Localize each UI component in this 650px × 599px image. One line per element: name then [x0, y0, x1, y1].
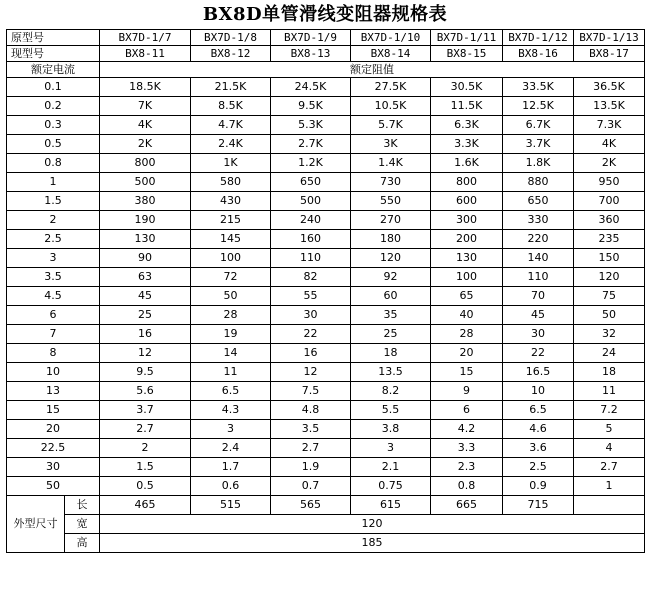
page-title: BX8D单管滑线变阻器规格表 [202, 4, 448, 25]
length-cell: 515 [191, 496, 271, 515]
original-model-cell: BX7D-1/12 [503, 30, 574, 46]
resistance-cell: 2.4K [191, 135, 271, 154]
resistance-cell: 3.8 [351, 420, 431, 439]
resistance-cell: 6.3K [431, 116, 503, 135]
resistance-cell: 60 [351, 287, 431, 306]
height-label: 高 [65, 534, 100, 553]
resistance-cell: 4.2 [431, 420, 503, 439]
resistance-cell: 30 [271, 306, 351, 325]
resistance-row [7, 401, 645, 420]
resistance-cell: 14 [191, 344, 271, 363]
resistance-row [7, 458, 645, 477]
resistance-cell: 22 [503, 344, 574, 363]
resistance-row [7, 344, 645, 363]
resistance-cell: 15 [431, 363, 503, 382]
resistance-cell: 6 [431, 401, 503, 420]
dimension-length-row [7, 496, 645, 515]
current-model-cell: BX8-15 [431, 46, 503, 62]
resistance-cell: 7.2 [574, 401, 645, 420]
resistance-cell: 27.5K [351, 78, 431, 97]
resistance-row [7, 439, 645, 458]
resistance-row [7, 78, 645, 97]
resistance-cell: 9.5K [271, 97, 351, 116]
resistance-cell: 24 [574, 344, 645, 363]
resistance-cell: 55 [271, 287, 351, 306]
resistance-cell: 2K [574, 154, 645, 173]
resistance-cell: 100 [191, 249, 271, 268]
original-model-cell: BX7D-1/8 [191, 30, 271, 46]
resistance-cell: 800 [100, 154, 191, 173]
resistance-cell: 12 [271, 363, 351, 382]
resistance-cell: 30 [503, 325, 574, 344]
rated-current-cell: 3.5 [7, 268, 100, 287]
resistance-cell: 9 [431, 382, 503, 401]
original-model-cell: BX7D-1/11 [431, 30, 503, 46]
original-model-label: 原型号 [7, 30, 100, 46]
resistance-cell: 16 [100, 325, 191, 344]
resistance-cell: 3.3 [431, 439, 503, 458]
resistance-cell: 8.5K [191, 97, 271, 116]
resistance-cell: 35 [351, 306, 431, 325]
rated-current-cell: 8 [7, 344, 100, 363]
rated-current-cell: 13 [7, 382, 100, 401]
resistance-cell: 7K [100, 97, 191, 116]
resistance-cell: 18 [351, 344, 431, 363]
resistance-cell: 2K [100, 135, 191, 154]
resistance-cell: 8.2 [351, 382, 431, 401]
resistance-row [7, 173, 645, 192]
dimension-label: 外型尺寸 [7, 496, 65, 553]
resistance-cell: 21.5K [191, 78, 271, 97]
resistance-cell: 19 [191, 325, 271, 344]
resistance-row [7, 420, 645, 439]
rated-current-cell: 0.1 [7, 78, 100, 97]
resistance-cell: 500 [271, 192, 351, 211]
resistance-row [7, 211, 645, 230]
resistance-cell: 70 [503, 287, 574, 306]
resistance-cell: 7.5 [271, 382, 351, 401]
length-cell: 465 [100, 496, 191, 515]
resistance-cell: 300 [431, 211, 503, 230]
height-value: 185 [100, 534, 645, 553]
original-model-cell: BX7D-1/10 [351, 30, 431, 46]
current-model-row [7, 46, 645, 62]
resistance-cell: 1 [574, 477, 645, 496]
rated-current-label: 额定电流 [7, 62, 100, 78]
resistance-cell: 10 [503, 382, 574, 401]
resistance-cell: 4K [100, 116, 191, 135]
resistance-cell: 7.3K [574, 116, 645, 135]
resistance-cell: 22 [271, 325, 351, 344]
spec-table-body [7, 30, 645, 496]
resistance-cell: 500 [100, 173, 191, 192]
rated-current-cell: 2.5 [7, 230, 100, 249]
resistance-cell: 1K [191, 154, 271, 173]
resistance-cell: 9.5 [100, 363, 191, 382]
resistance-cell: 3.5 [271, 420, 351, 439]
resistance-cell: 700 [574, 192, 645, 211]
resistance-cell: 25 [351, 325, 431, 344]
current-model-cell: BX8-11 [100, 46, 191, 62]
resistance-cell: 0.6 [191, 477, 271, 496]
resistance-cell: 11 [191, 363, 271, 382]
resistance-cell: 3.7K [503, 135, 574, 154]
resistance-cell: 18 [574, 363, 645, 382]
length-cell: 615 [351, 496, 431, 515]
resistance-cell: 3.6 [503, 439, 574, 458]
resistance-cell: 2.5 [503, 458, 574, 477]
resistance-cell: 2 [100, 439, 191, 458]
length-cell: 565 [271, 496, 351, 515]
resistance-cell: 1.6K [431, 154, 503, 173]
resistance-cell: 580 [191, 173, 271, 192]
resistance-cell: 130 [100, 230, 191, 249]
resistance-cell: 72 [191, 268, 271, 287]
resistance-cell: 12 [100, 344, 191, 363]
resistance-cell: 200 [431, 230, 503, 249]
current-model-cell: BX8-13 [271, 46, 351, 62]
resistance-cell: 730 [351, 173, 431, 192]
spec-table [6, 29, 645, 553]
rated-current-cell: 4.5 [7, 287, 100, 306]
resistance-cell: 950 [574, 173, 645, 192]
resistance-cell: 75 [574, 287, 645, 306]
dimension-height-row [7, 534, 645, 553]
resistance-cell: 45 [503, 306, 574, 325]
resistance-cell: 120 [574, 268, 645, 287]
resistance-cell: 63 [100, 268, 191, 287]
resistance-cell: 140 [503, 249, 574, 268]
rated-current-cell: 1.5 [7, 192, 100, 211]
resistance-cell: 12.5K [503, 97, 574, 116]
resistance-row [7, 97, 645, 116]
current-model-cell: BX8-16 [503, 46, 574, 62]
resistance-cell: 4.8 [271, 401, 351, 420]
resistance-cell: 330 [503, 211, 574, 230]
length-cell [574, 496, 645, 515]
current-model-cell: BX8-17 [574, 46, 645, 62]
resistance-cell: 2.7 [271, 439, 351, 458]
rated-current-cell: 6 [7, 306, 100, 325]
resistance-cell: 0.7 [271, 477, 351, 496]
resistance-cell: 18.5K [100, 78, 191, 97]
resistance-cell: 13.5 [351, 363, 431, 382]
resistance-cell: 25 [100, 306, 191, 325]
resistance-cell: 1.2K [271, 154, 351, 173]
resistance-cell: 2.1 [351, 458, 431, 477]
resistance-cell: 650 [271, 173, 351, 192]
resistance-cell: 36.5K [574, 78, 645, 97]
resistance-cell: 5.6 [100, 382, 191, 401]
resistance-cell: 240 [271, 211, 351, 230]
resistance-cell: 6.5 [503, 401, 574, 420]
rated-current-cell: 22.5 [7, 439, 100, 458]
resistance-cell: 1.7 [191, 458, 271, 477]
resistance-cell: 1.9 [271, 458, 351, 477]
resistance-cell: 6.7K [503, 116, 574, 135]
resistance-cell: 100 [431, 268, 503, 287]
resistance-cell: 92 [351, 268, 431, 287]
resistance-cell: 130 [431, 249, 503, 268]
resistance-cell: 110 [271, 249, 351, 268]
resistance-cell: 5.3K [271, 116, 351, 135]
rated-current-cell: 50 [7, 477, 100, 496]
resistance-cell: 13.5K [574, 97, 645, 116]
resistance-cell: 190 [100, 211, 191, 230]
resistance-cell: 145 [191, 230, 271, 249]
resistance-cell: 2.7 [100, 420, 191, 439]
resistance-row [7, 306, 645, 325]
resistance-cell: 1.8K [503, 154, 574, 173]
resistance-cell: 33.5K [503, 78, 574, 97]
original-model-cell: BX7D-1/13 [574, 30, 645, 46]
resistance-cell: 28 [431, 325, 503, 344]
resistance-cell: 45 [100, 287, 191, 306]
resistance-cell: 24.5K [271, 78, 351, 97]
resistance-cell: 20 [431, 344, 503, 363]
resistance-row [7, 116, 645, 135]
rated-current-cell: 7 [7, 325, 100, 344]
resistance-cell: 4.7K [191, 116, 271, 135]
rated-current-cell: 10 [7, 363, 100, 382]
resistance-cell: 180 [351, 230, 431, 249]
resistance-row [7, 268, 645, 287]
resistance-cell: 1.4K [351, 154, 431, 173]
rated-current-cell: 3 [7, 249, 100, 268]
resistance-row [7, 477, 645, 496]
rated-current-cell: 30 [7, 458, 100, 477]
resistance-cell: 110 [503, 268, 574, 287]
rated-current-cell: 2 [7, 211, 100, 230]
resistance-cell: 0.8 [431, 477, 503, 496]
resistance-cell: 0.75 [351, 477, 431, 496]
resistance-cell: 650 [503, 192, 574, 211]
current-model-label: 现型号 [7, 46, 100, 62]
resistance-cell: 28 [191, 306, 271, 325]
resistance-cell: 160 [271, 230, 351, 249]
original-model-row [7, 30, 645, 46]
resistance-row [7, 287, 645, 306]
rated-resistance-label: 额定阻值 [100, 62, 645, 78]
resistance-cell: 220 [503, 230, 574, 249]
resistance-cell: 215 [191, 211, 271, 230]
resistance-cell: 120 [351, 249, 431, 268]
resistance-cell: 2.4 [191, 439, 271, 458]
resistance-cell: 32 [574, 325, 645, 344]
resistance-cell: 50 [574, 306, 645, 325]
current-model-cell: BX8-14 [351, 46, 431, 62]
resistance-cell: 550 [351, 192, 431, 211]
resistance-cell: 2.7K [271, 135, 351, 154]
resistance-row [7, 363, 645, 382]
resistance-cell: 90 [100, 249, 191, 268]
current-model-cell: BX8-12 [191, 46, 271, 62]
resistance-row [7, 192, 645, 211]
rated-current-cell: 15 [7, 401, 100, 420]
resistance-cell: 16 [271, 344, 351, 363]
rated-current-cell: 1 [7, 173, 100, 192]
resistance-cell: 10.5K [351, 97, 431, 116]
resistance-cell: 11 [574, 382, 645, 401]
resistance-row [7, 325, 645, 344]
original-model-cell: BX7D-1/7 [100, 30, 191, 46]
resistance-row [7, 249, 645, 268]
resistance-cell: 235 [574, 230, 645, 249]
resistance-cell: 6.5 [191, 382, 271, 401]
resistance-cell: 880 [503, 173, 574, 192]
resistance-cell: 65 [431, 287, 503, 306]
length-label: 长 [65, 496, 100, 515]
resistance-cell: 5.5 [351, 401, 431, 420]
resistance-cell: 40 [431, 306, 503, 325]
rated-current-cell: 20 [7, 420, 100, 439]
resistance-cell: 0.9 [503, 477, 574, 496]
resistance-cell: 3 [351, 439, 431, 458]
resistance-cell: 5.7K [351, 116, 431, 135]
length-cell: 715 [503, 496, 574, 515]
resistance-cell: 800 [431, 173, 503, 192]
resistance-cell: 82 [271, 268, 351, 287]
dimension-body [7, 496, 645, 553]
resistance-cell: 1.5 [100, 458, 191, 477]
resistance-cell: 3.7 [100, 401, 191, 420]
resistance-cell: 360 [574, 211, 645, 230]
resistance-cell: 50 [191, 287, 271, 306]
rated-current-cell: 0.3 [7, 116, 100, 135]
resistance-row [7, 135, 645, 154]
original-model-cell: BX7D-1/9 [271, 30, 351, 46]
resistance-cell: 3K [351, 135, 431, 154]
rated-header-row [7, 62, 645, 78]
width-value: 120 [100, 515, 645, 534]
width-label: 宽 [65, 515, 100, 534]
rated-current-cell: 0.8 [7, 154, 100, 173]
resistance-cell: 4.3 [191, 401, 271, 420]
resistance-cell: 380 [100, 192, 191, 211]
resistance-row [7, 230, 645, 249]
resistance-cell: 0.5 [100, 477, 191, 496]
resistance-cell: 270 [351, 211, 431, 230]
resistance-cell: 30.5K [431, 78, 503, 97]
resistance-cell: 5 [574, 420, 645, 439]
resistance-cell: 4K [574, 135, 645, 154]
resistance-cell: 4 [574, 439, 645, 458]
resistance-row [7, 382, 645, 401]
resistance-cell: 16.5 [503, 363, 574, 382]
resistance-cell: 3.3K [431, 135, 503, 154]
resistance-cell: 4.6 [503, 420, 574, 439]
rated-current-cell: 0.2 [7, 97, 100, 116]
resistance-row [7, 154, 645, 173]
resistance-cell: 150 [574, 249, 645, 268]
resistance-cell: 3 [191, 420, 271, 439]
length-cell: 665 [431, 496, 503, 515]
dimension-width-row [7, 515, 645, 534]
rated-current-cell: 0.5 [7, 135, 100, 154]
resistance-cell: 600 [431, 192, 503, 211]
resistance-cell: 11.5K [431, 97, 503, 116]
resistance-cell: 430 [191, 192, 271, 211]
resistance-cell: 2.3 [431, 458, 503, 477]
resistance-cell: 2.7 [574, 458, 645, 477]
